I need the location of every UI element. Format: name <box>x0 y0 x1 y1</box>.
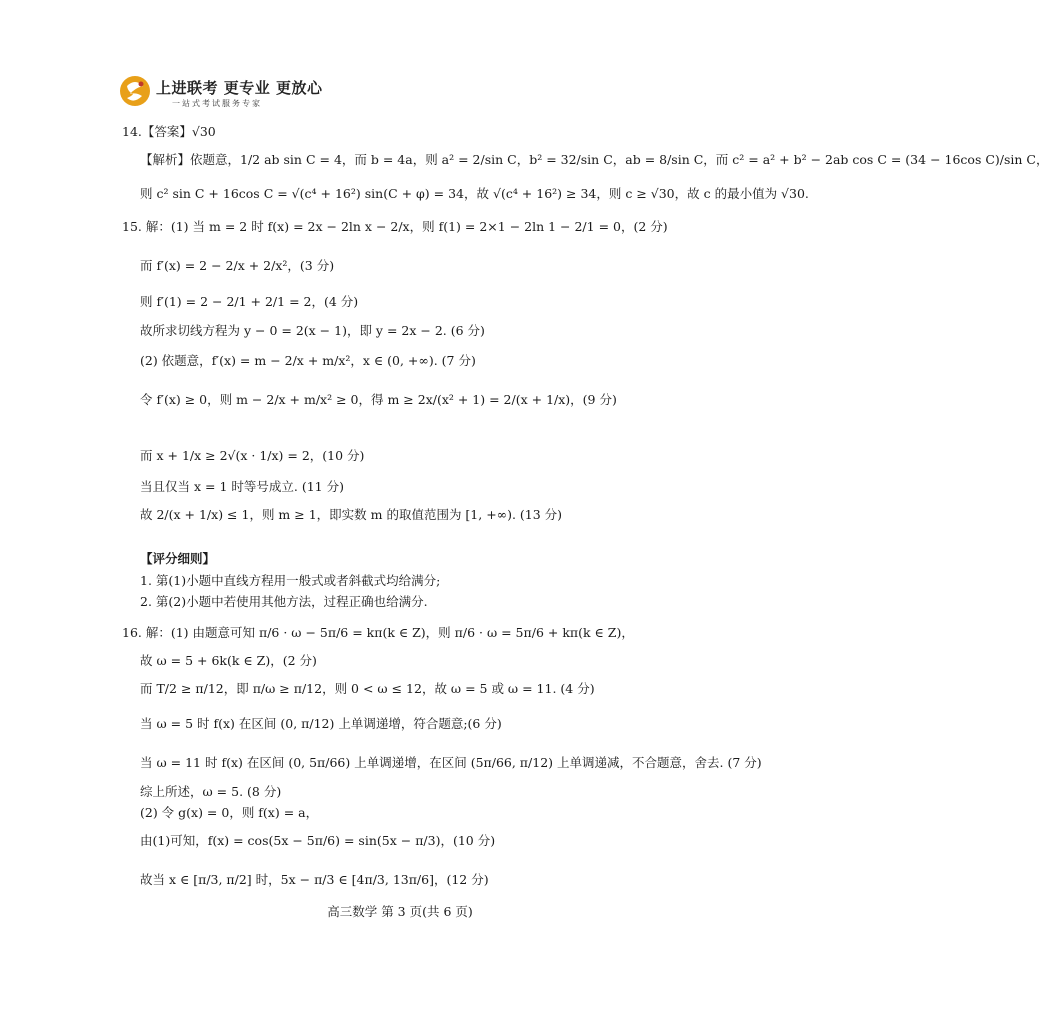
q16-line-2: 故 ω = 5 + 6k(k ∈ Z)，(2 分) <box>140 653 317 668</box>
page-footer: 高三数学 第 3 页(共 6 页) <box>327 904 473 919</box>
q15-line-9: 故 2/(x + 1/x) ≤ 1，则 m ≥ 1，即实数 m 的取值范围为 [1, +∞). (13 分) <box>140 507 563 522</box>
q15-line-8: 当且仅当 x = 1 时等号成立. (11 分) <box>140 479 344 494</box>
q15-line-6: 令 f′(x) ≥ 0，则 m − 2/x + m/x² ≥ 0，得 m ≥ 2x/(x² + 1) = 2/(x + 1/x)，(9 分) <box>140 392 617 407</box>
page-header <box>118 74 323 120</box>
q16-line-5: 当 ω = 11 时 f(x) 在区间 (0, 5π/66) 上单调递增，在区间 (5π/66, π/12) 上单调递减，不合题意，舍去. (7 分) <box>140 755 762 770</box>
q16-line-7: (2) 令 g(x) = 0，则 f(x) = a， <box>140 805 319 820</box>
q15-line-5: (2) 依题意，f′(x) = m − 2/x + m/x²，x ∈ (0, +∞). (7 分) <box>140 353 476 368</box>
q16-line-9: 故当 x ∈ [π/3, π/2] 时，5x − π/3 ∈ [4π/3, 13π/6]，(12 分) <box>140 872 489 887</box>
q15-line-3: 则 f′(1) = 2 − 2/1 + 2/1 = 2，(4 分) <box>140 294 359 309</box>
q15-line-2: 而 f′(x) = 2 − 2/x + 2/x²，(3 分) <box>140 258 335 273</box>
q15-line-1: 15. 解：(1) 当 m = 2 时 f(x) = 2x − 2ln x − 2/x，则 f(1) = 2×1 − 2ln 1 − 2/1 = 0，(2 分) <box>122 219 668 234</box>
q16-line-4: 当 ω = 5 时 f(x) 在区间 (0, π/12) 上单调递增，符合题意;(6 分) <box>140 716 502 731</box>
q16-line-8: 由(1)可知，f(x) = cos(5x − 5π/6) = sin(5x − π/3)，(10 分) <box>140 833 496 848</box>
brand-slogan: 一站式考试服务专家 <box>172 99 262 108</box>
grading-rule-1: 1. 第(1)小题中直线方程用一般式或者斜截式均给满分; <box>140 573 441 588</box>
q16-line-3: 而 T/2 ≥ π/12，即 π/ω ≥ π/12，则 0 < ω ≤ 12，故 ω = 5 或 ω = 11. (4 分) <box>140 681 595 696</box>
q16-line-6: 综上所述，ω = 5. (8 分) <box>140 784 282 799</box>
logo-icon <box>118 74 152 108</box>
q15-line-7: 而 x + 1/x ≥ 2√(x · 1/x) = 2，(10 分) <box>140 448 365 463</box>
q15-line-4: 故所求切线方程为 y − 0 = 2(x − 1)，即 y = 2x − 2. (6 分) <box>140 323 485 338</box>
grading-title: 【评分细则】 <box>140 551 216 566</box>
q16-line-1: 16. 解：(1) 由题意可知 π/6 · ω − 5π/6 = kπ(k ∈ Z)，则 π/6 · ω = 5π/6 + kπ(k ∈ Z)， <box>122 625 634 640</box>
q14-analysis-line-2: 则 c² sin C + 16cos C = √(c⁴ + 16²) sin(C + φ) = 34，故 √(c⁴ + 16²) ≥ 34，则 c ≥ √30，故 c 的最小值为 √30. <box>140 186 809 201</box>
q14-analysis-line-1: 【解析】依题意，1/2 ab sin C = 4，而 b = 4a，则 a² = 2/sin C，b² = 32/sin C，ab = 8/sin C，而 c² = a² + b² − 2ab cos C = (34 − 16cos C)/sin C， <box>140 152 1049 167</box>
q14-answer: 14.【答案】√30 <box>122 124 216 139</box>
brand-name: 上进联考 更专业 更放心 <box>156 79 323 97</box>
grading-rule-2: 2. 第(2)小题中若使用其他方法，过程正确也给满分. <box>140 594 428 609</box>
